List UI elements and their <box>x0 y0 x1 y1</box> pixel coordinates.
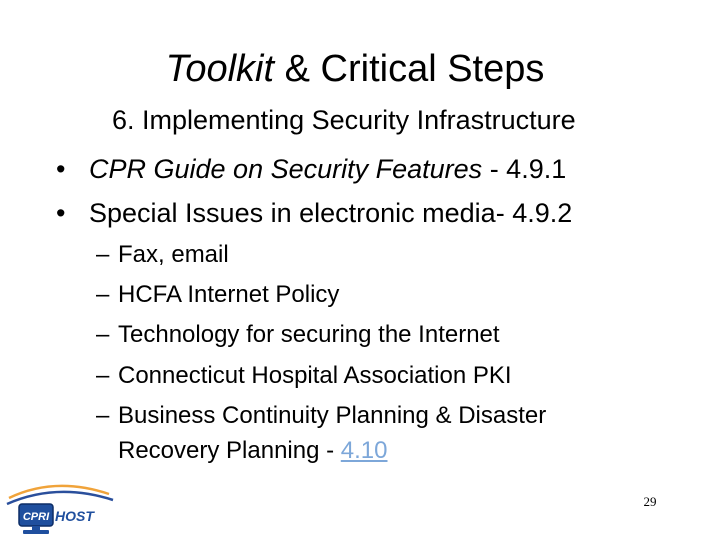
sub-bullet-text: Business Continuity Planning & Disaster <box>118 402 547 429</box>
monitor-arcs-logo-icon <box>5 478 115 538</box>
logo-left-text: CPRI <box>22 511 50 523</box>
sub-bullet-text: Technology for securing the Internet <box>118 321 500 348</box>
bullet-suffix: - 4.9.1 <box>482 154 567 184</box>
logo-right-text: HOST <box>55 508 94 524</box>
sub-bullet-marker: – <box>96 362 110 389</box>
section-heading: 6. Implementing Security Infrastructure <box>112 105 576 135</box>
sub-bullet-text: HCFA Internet Policy <box>118 281 340 308</box>
bullet-text: CPR Guide on Security Features <box>89 154 483 184</box>
title-rest: & Critical Steps <box>274 48 545 90</box>
sub-bullet-marker: – <box>96 402 110 429</box>
cpri-host-logo <box>5 478 115 538</box>
sub-bullet-text: Connecticut Hospital Association PKI <box>118 362 512 389</box>
bullet-marker: • <box>56 198 66 228</box>
sub-bullet-marker: – <box>96 321 110 348</box>
slide-title <box>0 44 710 94</box>
page-number: 29 <box>643 494 657 509</box>
sub-bullet-marker: – <box>96 241 110 268</box>
sub-bullet-text: Fax, email <box>118 241 229 268</box>
title-italic: Toolkit <box>165 48 275 90</box>
section-link[interactable]: 4.10 <box>340 437 388 464</box>
bullet-marker: • <box>56 154 66 184</box>
sub-bullet-marker: – <box>96 281 110 308</box>
bullet-text: Special Issues in electronic media- 4.9.2 <box>89 198 573 228</box>
continuation-text: Recovery Planning - <box>118 437 341 464</box>
